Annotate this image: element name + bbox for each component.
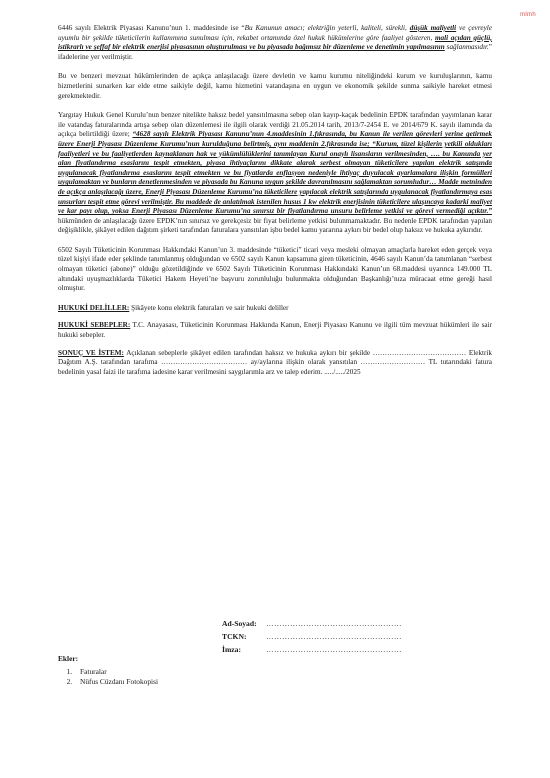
p1-intro: 6446 sayılı Elektrik Piyasası Kanunu’nun 1. maddesinde ise “ <box>58 24 245 32</box>
p1-emphasis: mali açıdan güçlü, istikrarlı ve şeffaf bir elektrik enerjisi piyasasının oluşturulması ve bu piyasada bağımsız bir düzenleme ve denetimin yapılmasının <box>58 33 492 52</box>
p1-outro: ” ifadelerine yer verilmiştir. <box>58 43 492 61</box>
p1-low-cost: düşük maliyetli <box>409 24 457 32</box>
signature-row <box>222 643 492 656</box>
p1-quote-start: Bu Kanunun amacı; elektriğin yeterli, kaliteli, sürekli, <box>244 24 410 32</box>
attachments-list <box>58 667 258 688</box>
signature-field: …………………………………………… <box>266 645 402 654</box>
section-legal-grounds <box>58 321 492 340</box>
signature-label: İmza: <box>222 645 241 654</box>
request-heading: SONUÇ VE İSTEM: <box>58 348 124 357</box>
paragraph-yargitay <box>58 111 492 236</box>
name-row <box>222 617 492 630</box>
legal-grounds-heading: HUKUKİ SEBEPLER: <box>58 321 131 330</box>
p3-conclusion: hükmünden de anlaşılacağı üzere EPDK’nın sınırsız ve gerekçesiz bir fiyat belirleme yetkisi bulunmamaktadır. Bu nedenle EPDK tarafından yapılan değişiklikle, şikâyet edilen dağıtım şirketi tarafından faturalara yansıtılan işbu bedel kamu yararına aykırı bir bedel olup haksız ve hukuka aykırıdır. <box>58 216 492 235</box>
paragraph-consumer-law: 6502 Sayılı Tüketicinin Korunması Hakkındaki Kanun’un 3. maddesinde “tüketici” ticari veya mesleki olmayan amaçlarla hareket eden gerçek veya tüzel kişiyi ifade eder şeklinde tanımlanmış olduğundan ve 6502 sayılı Kanun kapsamına giren tüketicinin, 4646 sayılı Kanun’da tanımlanan “serbest olmayan tüketici (abone)” olduğu gözetildiğinde ve 6502 Sayılı Tüketicinin Korunması Hakkındaki Kanun’un 68.maddesi uyarınca 149.000 TL altındaki uyuşmazlıklarda Tüketici Hakem Heyeti’ne başvuru zorunluluğu bulunmakta olduğundan Başkanlığı’nıza müracaat etme gereği hasıl olmuştur. <box>58 245 492 293</box>
evidence-text: Şikâyete konu elektrik faturaları ve sair hukuki deliller <box>129 303 289 312</box>
section-request <box>58 349 492 378</box>
p1-quote-end: sağlanmasıdır. <box>444 43 489 52</box>
p1-quote-mid: ve çevreyle uyumlu bir şekilde tüketicilerin kullanımına sunulması için, rekabet ortamında özel hukuk hükümlerine göre faaliyet gösteren, <box>58 24 492 42</box>
name-field: …………………………………………… <box>266 619 402 628</box>
signature-block <box>222 617 492 656</box>
evidence-heading: HUKUKİ DELİLLER: <box>58 303 130 312</box>
watermark: mlmh <box>520 12 536 18</box>
attachment-item: 1. Faturalar <box>74 667 258 678</box>
attachments-title: Ekler: <box>58 654 79 663</box>
legal-grounds-text: T.C. Anayasası, Tüketicinin Korunması Hakkında Kanun, Enerji Piyasası Kanunu ve ilgili tüm mevzuat hükümleri ile sair hukuki sebepler. <box>58 321 492 340</box>
attachment-item: 2. Nüfus Cüzdanı Fotokopisi <box>74 677 258 688</box>
paragraph-public-service: Bu ve benzeri mevzuat hükümlerinden de açıkça anlaşılacağı üzere devletin ve kamu kurumu niteliğindeki kurum ve kuruluşlarının, kamu hizmetlerini sunarken kar elde etme saikiyle değil, kamu hizmetini vatandaşına en uygun ve ekonomik şekilde sunma saikiyle hareket etmesi gerekmektedir. <box>58 72 492 100</box>
p3-quote: “4628 sayılı Elektrik Piyasası Kanunu’nun 4.maddesinin 1.fıkrasında, bu Kanun ile verilen görevleri yerine getirmek üzere Enerji Piyasası Düzenleme Kurumu’nun kurulduğuna belirtmiş, aynı maddenin 2.fıkrasında ise; “Kurum, tüzel kişilerin yetkili oldukları faaliyetleri ve bu faaliyetlerden kaynaklanan hak ve yükümlülüklerini tanımlayan Kurul onaylı lisansların verilmesinden, …. bu Kanunda yer alan fiyatlandırma esaslarını tespit etmekten, piyasa ihtiyaçlarını dikkate alarak serbest olmayan tüketicilere yapılan elektrik satışında uygulanacak fiyatlandırma esaslarını tespit etmekten ve bu fiyatlarda enflasyon nedeniyle ihtiyaç duyulacak ayarlamalara ilişkin formülleri uygulamaktan ve bunların denetlenmesinden ve piyasada bu Kanuna uygun şekilde davranılmasını sağlamaktan sorumludur… Madde metninden de açıkça anlaşılacağı üzere, Enerji Piyasası Düzenleme Kurumu’na tüketicilere yapılacak elektrik satışlarında uygulanacak fiyatlandırmaya esas unsurları tespit etme görevi verilmiştir. Bu maddede de anlatılmak istenilen husus 1 kw elektrik enerjisinin tüketicilere ulaşıncaya kadarki maliyet ve kar payı olup, yoksa Enerji Piyasası Düzenleme Kurumu’na sınırsız bir fiyatlandırma unsuru belirleme yetkisi ve görevi vermediği açıktır.” <box>58 130 493 216</box>
tckn-row <box>222 630 492 643</box>
p3-intro: Yargıtay Hukuk Genel Kurulu’nun benzer nitelikte haksız bedel yansıtılmasına sebep olan kayıp-kaçak bedelinin EPDK tarafından yayımlanan karar ile vatandaş faturalarında artışa sebep olan düzenlemesi ile ilgili olarak verdiği 21.05.2014 tarih, 2013/7-2454 E. ve 2014/679 K. sayılı ilamında da açıkça belirtildiği üzere; <box>58 111 492 139</box>
tckn-label: TCKN: <box>222 632 247 641</box>
tckn-field: …………………………………………… <box>266 632 402 641</box>
name-label: Ad-Soyad: <box>222 619 257 628</box>
section-evidence <box>58 304 492 314</box>
request-text: Açıklanan sebeplerle şikâyet edilen tarafından haksız ve hukuka aykırı bir şekilde ………………………………… Elektrik Dağıtım A.Ş. tarafından tarafıma ……………………………… ay/aylarına ilişkin olarak yansıtılan ……………………… TL tutarındaki fatura bedelinin yasal faizi ile tarafıma iadesine karar verilmesini saygılarımla arz ve talep ederim. ...../...../2025 <box>58 348 492 376</box>
document-body <box>58 24 492 387</box>
attachments <box>58 654 258 688</box>
paragraph-law-6446 <box>58 24 492 62</box>
